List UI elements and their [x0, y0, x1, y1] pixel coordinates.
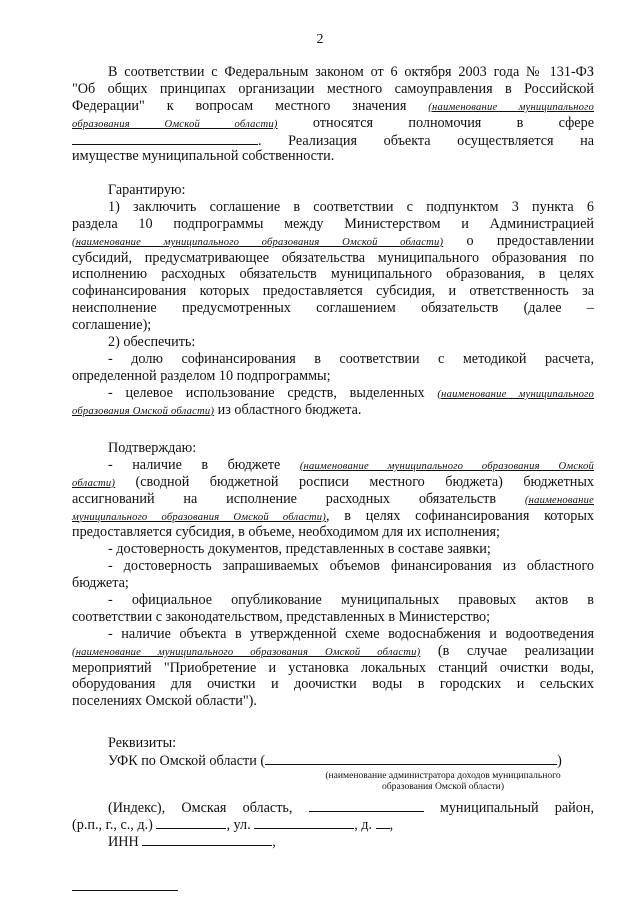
text-line: муниципального образования Омской области), в целях софинансирования которых [72, 507, 595, 524]
blank-field [72, 132, 258, 145]
section-heading: Подтверждаю: [108, 440, 197, 456]
text-line: определенной разделом 10 подпрограммы; [72, 367, 331, 384]
blank-field [265, 752, 557, 765]
text-line: имуществе муниципальной собственности. [72, 148, 335, 165]
text-line: ассигнований на исполнение расходных обязательств (наименование [72, 490, 594, 507]
text-line: мероприятий "Приобретение и установка локальных станций очистки воды, [72, 659, 594, 676]
text-line: соглашение); [72, 317, 152, 334]
text-line: (наименование муниципального образования Омской области) о предоставлении [72, 232, 594, 249]
text-line: - целевое использование средств, выделенных (наименование муниципального [108, 384, 595, 401]
text-line: предоставляется субсидия, в объеме, необходимом для их исполнения; [72, 524, 500, 541]
text-line: - достоверность документов, представленных в составе заявки; [108, 541, 491, 558]
text-line: области) (сводной бюджетной росписи местного бюджета) бюджетных [72, 473, 594, 490]
text-line: (наименование муниципального образования Омской области) (в случае реализации [72, 642, 594, 659]
text-line: ИНН , [108, 833, 276, 850]
text-line: (р.п., г., с., д.) , ул. , д. , [72, 816, 394, 833]
text-line: В соответствии с Федеральным законом от 6 октября 2003 года № 131-ФЗ [108, 64, 594, 80]
text-line: - наличие объекта в утвержденной схеме водоснабжения и водоотведения [108, 625, 594, 642]
blank-field [376, 816, 390, 829]
text-line: соответствии с законодательством, представленных в Министерство; [72, 608, 491, 625]
guarantee-section [72, 182, 594, 418]
text-line: . Реализация объекта осуществляется на [72, 132, 594, 149]
text-line: субсидий, предусматривающее обязательства муниципального образования по [72, 249, 594, 266]
text-line: (Индекс), Омская область, муниципальный район, [108, 799, 594, 816]
text-line: неисполнение предусмотренных соглашением обязательств (далее – [72, 300, 594, 317]
text-line: поселениях Омской области"). [72, 693, 257, 710]
text-line: раздела 10 подпрограммы между Министерством и Администрацией [72, 215, 594, 232]
text-line: бюджета; [72, 575, 129, 592]
text-line: оборудования для очистки и доочистки воды в городских и сельских [72, 676, 594, 693]
confirm-section [72, 440, 594, 710]
text-line: Федерации" к вопросам местного значения (наименование муниципального [72, 97, 595, 114]
section-heading: Гарантирую: [108, 182, 186, 198]
field-caption: (наименование администратора доходов муниципального образования Омской области) [325, 769, 561, 793]
page-number: 2 [316, 32, 324, 47]
requisites-section [72, 735, 594, 849]
section-heading: Реквизиты: [108, 735, 177, 751]
text-line: - достоверность запрашиваемых объемов финансирования из областного [108, 558, 594, 575]
text-line: УФК по Омской области ( ) [108, 752, 562, 769]
text-line: образования Омской области) относятся полномочия в сфере [72, 114, 594, 131]
text-line: - наличие в бюджете (наименование муниципального образования Омской [108, 456, 594, 473]
text-line: образования Омской области) из областного бюджета. [72, 401, 362, 418]
blank-field [309, 799, 424, 812]
blank-field [156, 816, 226, 829]
footnote-divider [72, 890, 178, 891]
text-line: "Об общих принципах организации местного самоуправления в Российской [72, 80, 594, 97]
blank-field [254, 816, 354, 829]
text-line: 1) заключить соглашение в соответствии с подпунктом 3 пункта 6 [108, 198, 594, 215]
text-line: - долю софинансирования в соответствии с методикой расчета, [108, 350, 594, 367]
text-line: 2) обеспечить: [108, 334, 196, 351]
blank-field [142, 833, 272, 846]
text-line: исполнению расходных обязательств муниципального образования, в целях [72, 266, 594, 283]
text-line: - официальное опубликование муниципальных правовых актов в [108, 592, 594, 609]
intro-paragraph [72, 64, 594, 165]
text-line: софинансирования которых предоставляется субсидия, и ответственность за [72, 283, 594, 300]
